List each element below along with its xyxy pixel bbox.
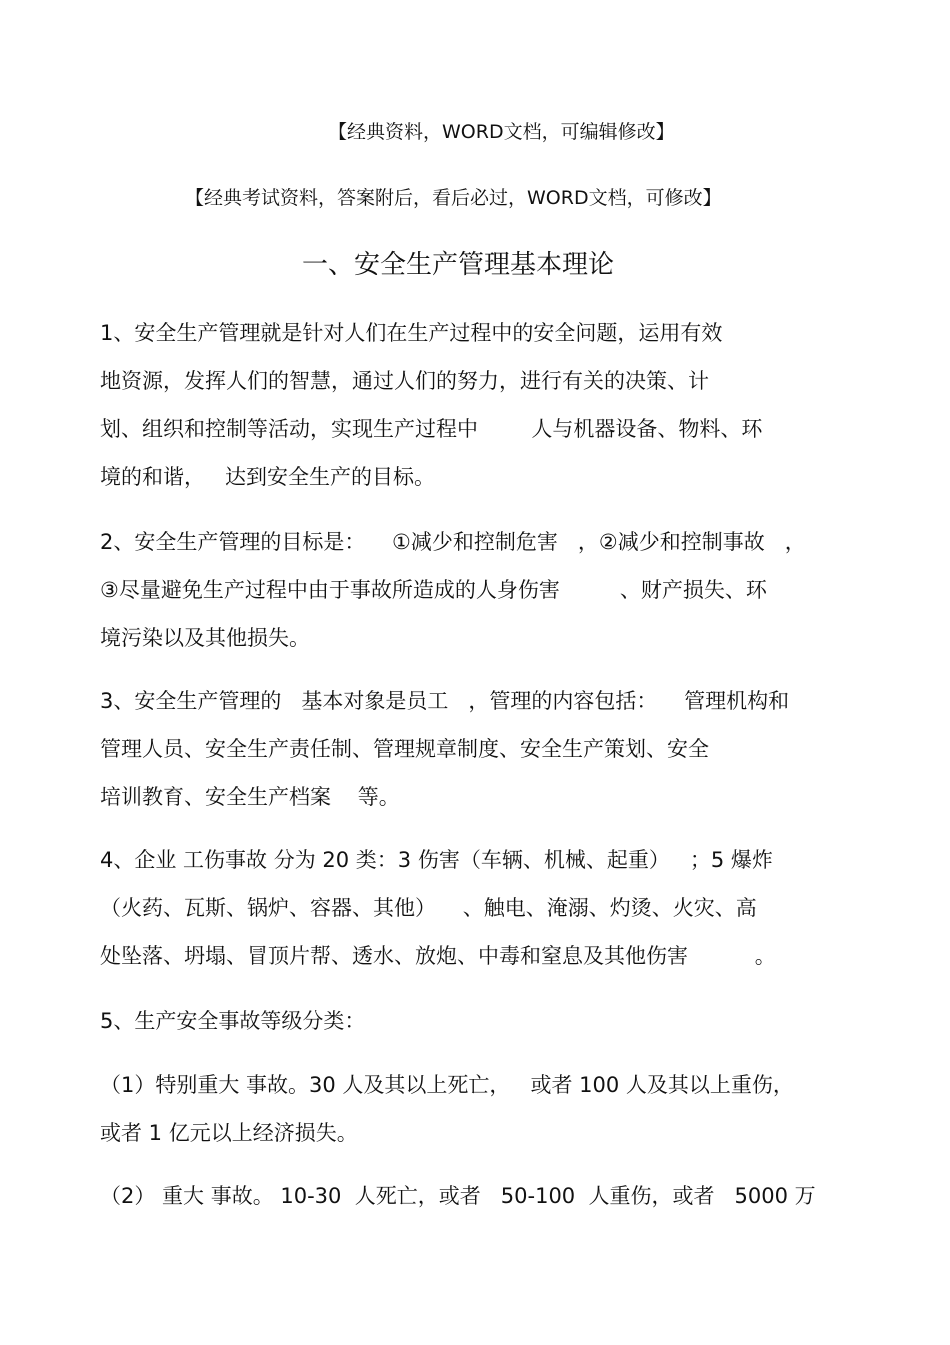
- paragraph-1-line-4: 境的和谐， 达到安全生产的目标。: [100, 465, 436, 489]
- paragraph-4-line-3: 处坠落、坍塌、冒顶片帮、透水、放炮、中毒和窒息及其他伤害 。: [100, 944, 776, 968]
- paragraph-1-line-2: 地资源，发挥人们的智慧，通过人们的努力，进行有关的决策、计: [100, 369, 709, 393]
- paragraph-7-line-1: （2） 重大 事故。 10-30 人死亡，或者 50-100 人重伤，或者 5000 万: [100, 1184, 816, 1208]
- paragraph-3-line-2: 管理人员、安全生产责任制、管理规章制度、安全生产策划、安全: [100, 737, 709, 761]
- paragraph-4-line-2: （火药、瓦斯、锅炉、容器、其他） 、触电、淹溺、灼烫、火灾、高: [100, 896, 757, 920]
- paragraph-2-line-1: 2、安全生产管理的目标是： ①减少和控制危害 ，②减少和控制事故 ，: [100, 530, 806, 554]
- paragraph-6-line-2: 或者 1 亿元以上经济损失。: [100, 1121, 358, 1145]
- banner-line-1: 【经典资料，WORD文档，可编辑修改】: [328, 121, 675, 143]
- banner-line-2: 【经典考试资料，答案附后，看后必过，WORD文档，可修改】: [185, 187, 722, 209]
- section-title: 一、安全生产管理基本理论: [302, 250, 615, 280]
- paragraph-1-line-1: 1、安全生产管理就是针对人们在生产过程中的安全问题，运用有效: [100, 321, 723, 345]
- paragraph-2-line-2: ③尽量避免生产过程中由于事故所造成的人身伤害 、财产损失、环: [100, 578, 767, 602]
- paragraph-3-line-3: 培训教育、安全生产档案 等。: [100, 785, 400, 809]
- paragraph-5: 5、生产安全事故等级分类：: [100, 1009, 366, 1033]
- paragraph-1-line-3: 划、组织和控制等活动，实现生产过程中 人与机器设备、物料、环: [100, 417, 763, 441]
- paragraph-4-line-1: 4、企业 工伤事故 分为 20 类：3 伤害（车辆、机械、起重） ；5 爆炸: [100, 848, 773, 872]
- paragraph-6-line-1: （1）特别重大 事故。30 人及其以上死亡， 或者 100 人及其以上重伤，: [100, 1073, 794, 1097]
- paragraph-2-line-3: 境污染以及其他损失。: [100, 626, 310, 650]
- paragraph-3-line-1: 3、安全生产管理的 基本对象是员工 ，管理的内容包括： 管理机构和: [100, 689, 790, 713]
